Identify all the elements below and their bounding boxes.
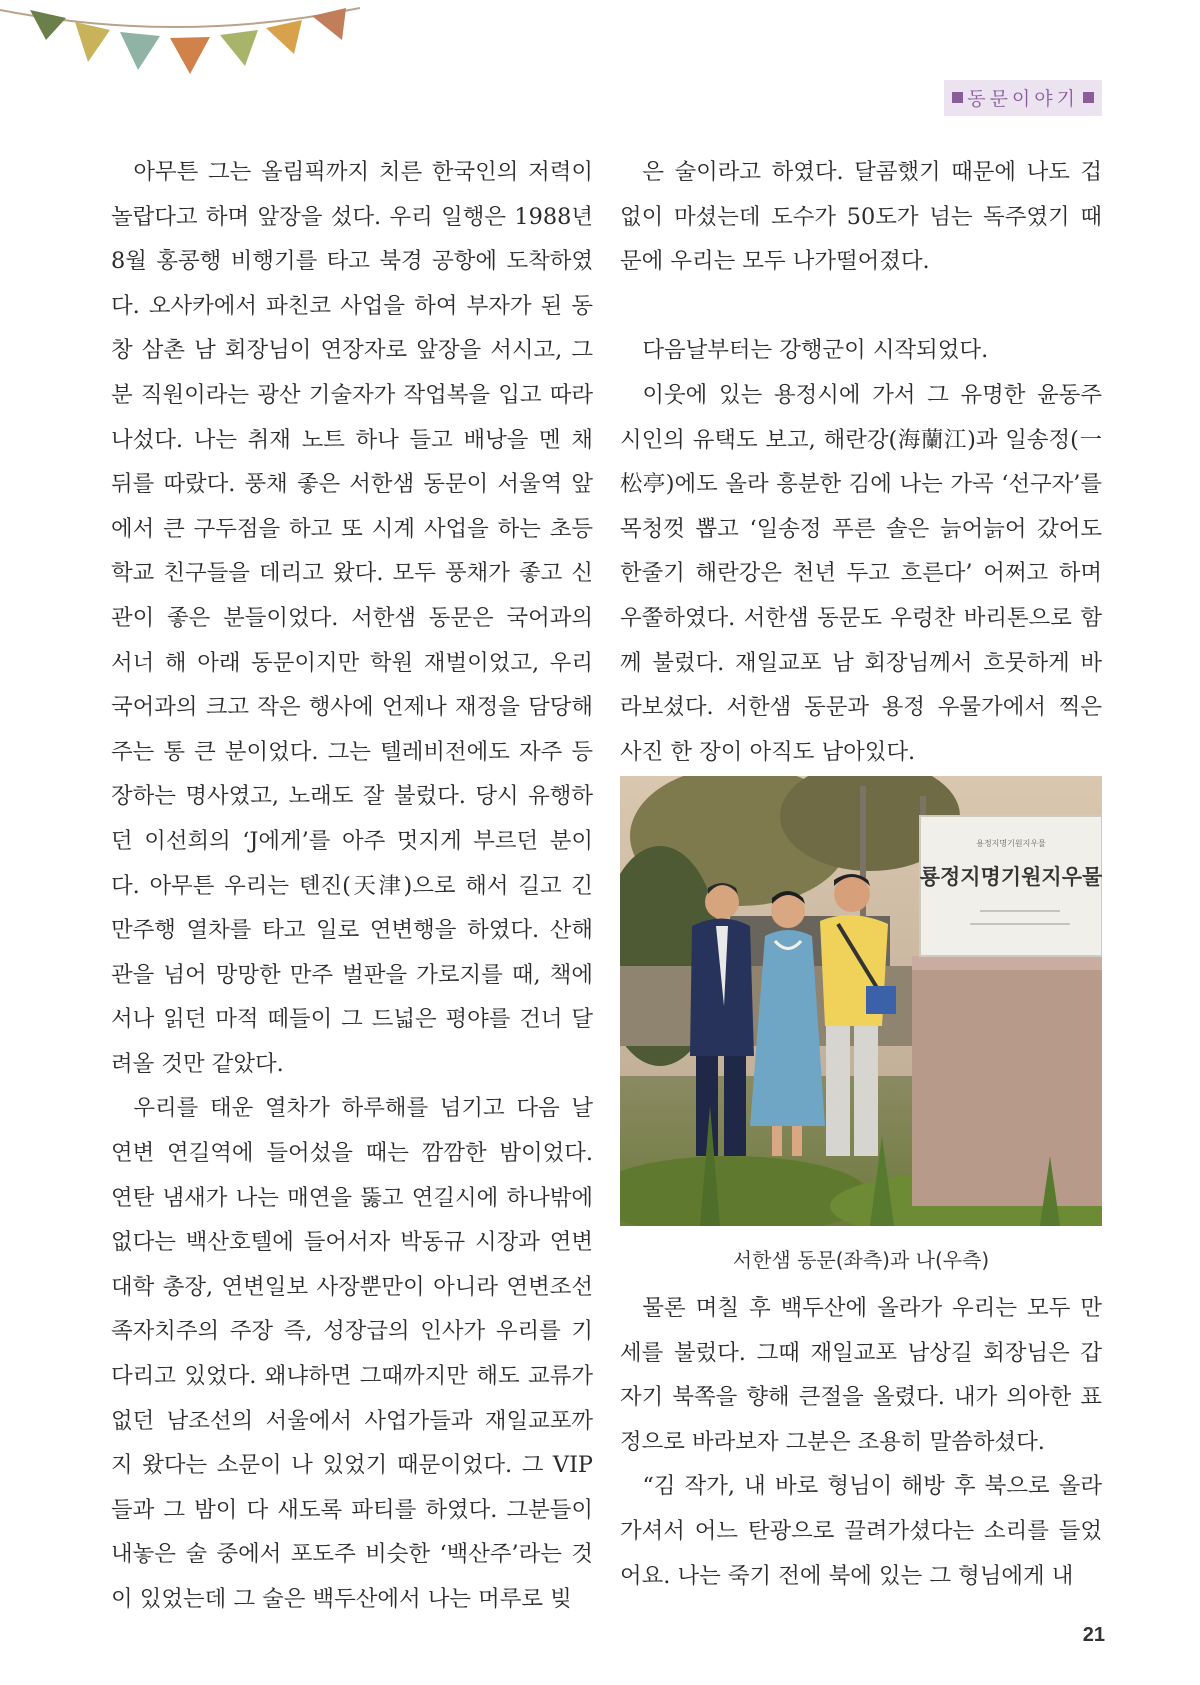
section-label [944,80,1102,116]
article-paragraph: 아무튼 그는 올림픽까지 치른 한국인의 저력이 놀랍다고 하며 앞장을 섰다. 우리 일행은 1988년 8월 홍콩행 비행기를 타고 북경 공항에 도착하였다. 오사카에서 파친코 사업을 하여 부자가 된 동창 삼촌 남 회장님이 연장자로 앞장을 서시고, 그분 직원이라는 광산 기술자가 작업복을 입고 따라 나섰다. 나는 취재 노트 하나 들고 배낭을 멘 채 뒤를 따랐다. 풍채 좋은 서한샘 동문이 서울역 앞에서 큰 구두점을 하고 또 시계 사업을 하는 초등학교 친구들을 데리고 왔다. 모두 풍채가 좋고 신관이 좋은 분들이었다. 서한샘 동문은 국어과의 서너 해 아래 동문이지만 학원 재벌이었고, 우리 국어과의 크고 작은 행사에 언제나 재정을 담당해 주는 통 큰 분이었다. 그는 텔레비전에도 자주 등장하는 명사였고, 노래도 잘 불렀다. 당시 유행하던 이선희의 ‘J에게’를 아주 멋지게 부르던 분이다. 아무튼 우리는 톈진(天津)으로 해서 길고 긴 만주행 열차를 타고 일로 연변행을 하였다. 산해관을 넘어 망망한 만주 벌판을 가로지를 때, 책에서나 읽던 마적 떼들이 그 드넓은 평야를 건너 달려올 것만 같았다. [111,159,593,1077]
article-paragraph: 다음날부터는 강행군이 시작되었다. [642,337,989,364]
photo-caption: 서한샘 동문(좌측)과 나(우측) [732,1248,990,1272]
pennant-flag [30,10,66,40]
pennant-flag [170,37,210,74]
monument-inscription-small: 용정지명기원지우물 [976,839,1046,848]
article-left-column [111,150,593,1622]
bunting-decoration [0,0,360,80]
article-paragraph: “김 작가, 내 바로 형님이 해방 후 북으로 올라가셔서 어느 탄광으로 끌려가셨다는 소리를 들었어요. 나는 죽기 전에 북에 있는 그 형님에게 내 [620,1473,1102,1589]
pennant-flag [220,30,258,66]
article-right-column-lower [620,1286,1102,1598]
article-paragraph: 은 술이라고 하였다. 달콤했기 때문에 나도 겁 없이 마셨는데 도수가 50도가 넘는 독주였기 때문에 우리는 모두 나가떨어졌다. [620,159,1102,275]
article-paragraph: 이웃에 있는 용정시에 가서 그 유명한 윤동주 시인의 유택도 보고, 해란강(海蘭江)과 일송정(一松亭)에도 올라 흥분한 김에 나는 가곡 ‘선구자’를 목청껏 뽑고 ‘일송정 푸른 솔은 늙어늙어 갔어도 한줄기 해란강은 천년 두고 흐른다’ 어쩌고 하며 우쭐하였다. 서한샘 동문도 우렁찬 바리톤으로 함께 불렀다. 재일교포 남 회장님께서 흐뭇하게 바라보셨다. 서한샘 동문과 용정 우물가에서 찍은 사진 한 장이 아직도 남아있다. [620,381,1102,765]
pennant-flag [120,32,160,70]
monument-inscription: 룡정지명기원지우물 [919,864,1102,889]
article-photo [620,776,1102,1226]
square-bullet-icon [1083,92,1094,103]
pennant-flag [312,8,346,40]
page-number: 21 [1082,1624,1105,1646]
paragraph-gap [620,284,1102,329]
section-label-text: 동문이야기 [967,88,1079,110]
pennant-flag [266,20,302,54]
square-bullet-icon [952,92,963,103]
pennant-flag [75,22,110,62]
article-paragraph: 우리를 태운 열차가 하루해를 넘기고 다음 날 연변 연길역에 들어섰을 때는 깜깜한 밤이었다. 연탄 냄새가 나는 매연을 뚫고 연길시에 하나밖에 없다는 백산호텔에 들어서자 박동규 시장과 연변대학 총장, 연변일보 사장뿐만이 아니라 연변조선족자치주의 주장 즉, 성장급의 인사가 우리를 기다리고 있었다. 왜냐하면 그때까지만 해도 교류가 없던 남조선의 서울에서 사업가들과 재일교포까지 왔다는 소문이 나 있었기 때문이었다. 그 VIP들과 그 밤이 다 새도록 파티를 하였다. 그분들이 내놓은 술 중에서 포도주 비슷한 ‘백산주’라는 것이 있었는데 그 술은 백두산에서 나는 머루로 빚 [111,1095,593,1612]
article-paragraph: 물론 며칠 후 백두산에 올라가 우리는 모두 만세를 불렀다. 그때 재일교포 남상길 회장님은 갑자기 북쪽을 향해 큰절을 올렸다. 내가 의아한 표정으로 바라보자 그분은 조용히 말씀하셨다. [620,1295,1102,1455]
article-right-column [620,150,1102,774]
